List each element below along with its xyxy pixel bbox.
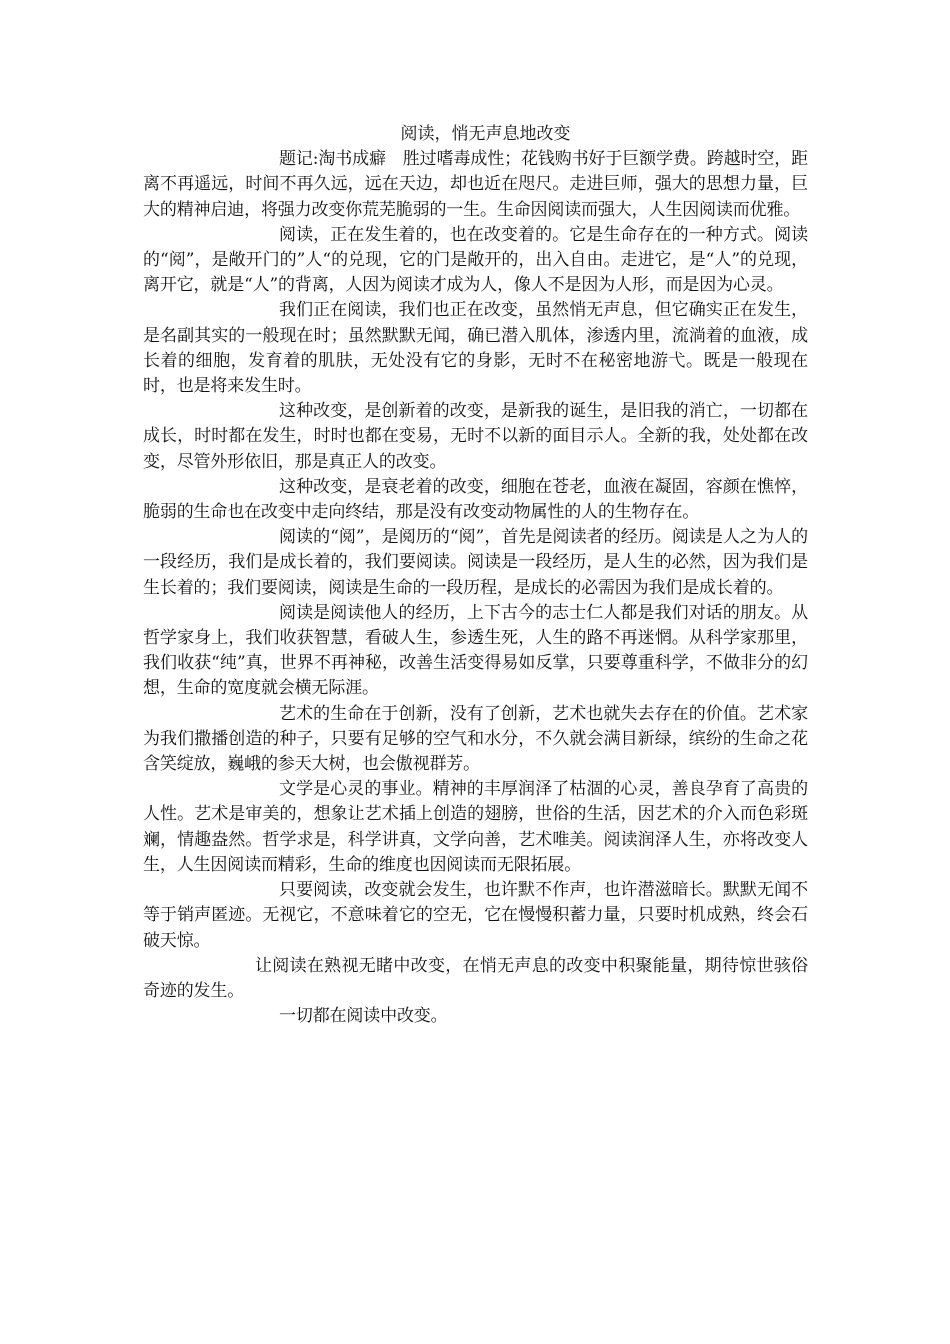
paragraph: 阅读的“阅”，是阅历的“阅”，首先是阅读者的经历。阅读是人之为人的一段经历，我们是成长着的，我们要阅读。阅读是一段经历，是人生的必然，因为我们是生长着的；我们要阅读，阅读是生命的一段历程，是成长的必需因为我们是成长着的。 bbox=[143, 527, 808, 598]
paragraph: 只要阅读，改变就会发生，也许默不作声，也许潜滋暗长。默默无闻不等于销声匿迹。无视它，不意味着它的空无，它在慢慢积蓄力量，只要时机成熟，终会石破天惊。 bbox=[143, 880, 808, 951]
document-title: 阅读，悄无声息地改变 bbox=[400, 124, 571, 144]
paragraph: 我们正在阅读，我们也正在改变，虽然悄无声息，但它确实正在发生，是名副其实的一般现在时；虽然默默无闻，确已潜入肌体，渗透内里，流淌着的血液，成长着的细胞，发育着的肌肤，无处没有它的身影，无时不在秘密地游弋。既是一般现在时，也是将来发生时。 bbox=[143, 300, 808, 397]
paragraph: 文学是心灵的事业。精神的丰厚润泽了枯涸的心灵，善良孕育了高贵的人性。艺术是审美的，想象让艺术插上创造的翅膀，世俗的生活，因艺术的介入而色彩斑斓，情趣盎然。哲学求是，科学讲真，文学向善，艺术唯美。阅读润泽人生，亦将改变人生，人生因阅读而精彩，生命的维度也因阅读而无限拓展。 bbox=[143, 779, 808, 875]
paragraph: 让阅读在熟视无睹中改变，在悄无声息的改变中积聚能量，期待惊世骇俗奇迹的发生。 bbox=[143, 955, 808, 1001]
paragraph: 阅读，正在发生着的，也在改变着的。它是生命存在的一种方式。阅读的“阅”，是敞开门的”人“的兑现，它的门是敞开的，出入自由。走进它，是“人”的兑现，离开它，就是“人”的背离，人因为阅读才成为人，像人不是因为人形，而是因为心灵。 bbox=[143, 224, 808, 296]
paragraph: 艺术的生命在于创新，没有了创新，艺术也就失去存在的价值。艺术家为我们撒播创造的种子，只要有足够的空气和水分，不久就会满目新绿，缤纷的生命之花含笑绽放，巍峨的参天大树，也会傲视群芳。 bbox=[143, 703, 808, 775]
paragraph: 阅读是阅读他人的经历，上下古今的志士仁人都是我们对话的朋友。从哲学家身上，我们收获智慧，看破人生，参透生死，人生的路不再迷惘。从科学家那里，我们收获“纯”真，世界不再神秘，改善生活变得易如反掌，只要尊重科学，不做非分的幻想，生命的宽度就会横无际涯。 bbox=[143, 602, 808, 699]
paragraph-epigraph: 题记:淘书成癖 胜过嗜毒成性；花钱购书好于巨额学费。跨越时空，距离不再遥远，时间不再久远，远在天边，却也近在咫尺。走进巨师，强大的思想力量，巨大的精神启迪，将强力改变你荒芜脆弱的一生。生命因阅读而强大，人生因阅读而优雅。 bbox=[143, 149, 808, 220]
paragraph: 这种改变，是创新着的改变，是新我的诞生，是旧我的消亡，一切都在成长，时时都在发生，时时也都在变易，无时不以新的面目示人。全新的我，处处都在改变，尽管外形依旧，那是真正人的改变。 bbox=[143, 401, 808, 472]
document-page bbox=[143, 122, 808, 1029]
paragraph: 这种改变，是衰老着的改变，细胞在苍老，血液在凝固，容颜在憔悴，脆弱的生命也在改变中走向终结，那是没有改变动物属性的人的生物存在。 bbox=[143, 476, 808, 523]
closing-line: 一切都在阅读中改变。 bbox=[279, 1006, 448, 1027]
